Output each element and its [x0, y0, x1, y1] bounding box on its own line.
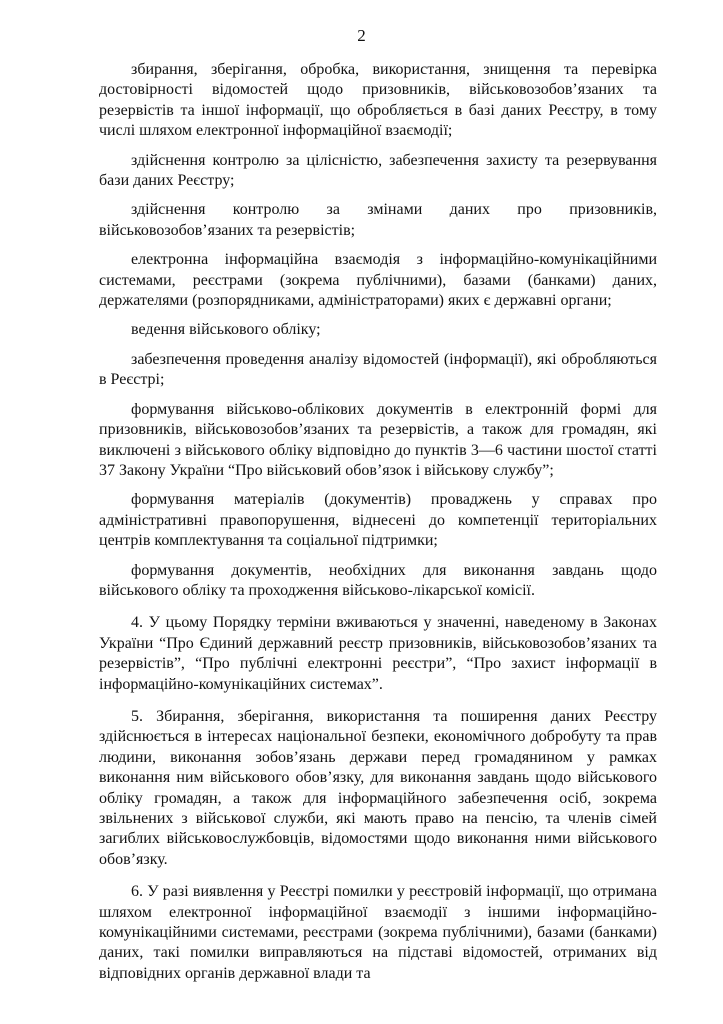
paragraph-changes-control: здійснення контролю за змінами даних про призовників, військовозобов’язаних та резервістів;: [99, 201, 657, 239]
paragraph-clause-6: 6. У разі виявлення у Реєстрі помилки у реєстровій інформації, що отримана шляхом електронної інформаційної взаємодії з іншими інформаційно-комунікаційними системами, реєстрами (зокрема публічними), базами (банками) даних, такі помилки виправляються на підставі відомостей, отриманих від відповідних органів державної влади та: [99, 883, 657, 982]
paragraph-medical-commission: формування документів, необхідних для виконання завдань щодо військового обліку та проходження військово-лікарської комісії.: [99, 561, 657, 599]
paragraph-military-registration: ведення військового обліку;: [131, 321, 321, 339]
paragraph-clause-4: 4. У цьому Порядку терміни вживаються у значенні, наведеному в Законах України “Про Єдиний державний реєстр призовників, військовозобов’язаних та резервістів”, “Про публічні електронні реєстри”, “Про захист інформації в інформаційно-комунікаційних системах”.: [99, 614, 657, 693]
paragraph-clause-5: 5. Збирання, зберігання, використання та поширення даних Реєстру здійснюється в інтересах національної безпеки, економічного добробуту та прав людини, виконання зобов’язань держави перед громадянином у рамках виконання ним військового обов’язку, для виконання завдань щодо військового обліку громадян, а також для інформаційного забезпечення осіб, зокрема звільнених з військової служби, які мають право на пенсію, та членів сімей загиблих військовослужбовців, відомостями щодо виконання ними військового обов’язку.: [99, 707, 657, 868]
paragraph-administrative-offenses: формування матеріалів (документів) проваджень у справах про адміністративні правопорушення, віднесені до компетенції територіальних центрів комплектування та соціальної підтримки;: [99, 491, 657, 550]
paragraph-electronic-interaction: електронна інформаційна взаємодія з інформаційно-комунікаційними системами, реєстрами (зокрема публічними), базами (банками) даних, держателями (розпорядниками, адміністраторами) яких є державні органи;: [99, 251, 657, 310]
page-number: 2: [357, 26, 366, 45]
document-body: [99, 60, 657, 993]
paragraph-analysis: забезпечення проведення аналізу відомостей (інформації), які обробляються в Реєстрі;: [99, 350, 657, 389]
paragraph-documents-formation: формування військово-облікових документів в електронній формі для призовників, військовозобов’язаних та резервістів, а також для громадян, які виключені з військового обліку відповідно до пунктів 3—6 частини шостої статті 37 Закону України “Про військовий обов’язок і військову службу”;: [99, 400, 657, 479]
paragraph-collection-processing: збирання, зберігання, обробка, використання, знищення та перевірка достовірності відомостей щодо призовників, військовозобов’язаних та резервістів та іншої інформації, що обробляється в базі даних Реєстру, в тому числі шляхом електронної інформаційної взаємодії;: [99, 61, 657, 140]
paragraph-integrity-control: здійснення контролю за цілісністю, забезпечення захисту та резервування бази даних Реєстру;: [99, 151, 657, 190]
